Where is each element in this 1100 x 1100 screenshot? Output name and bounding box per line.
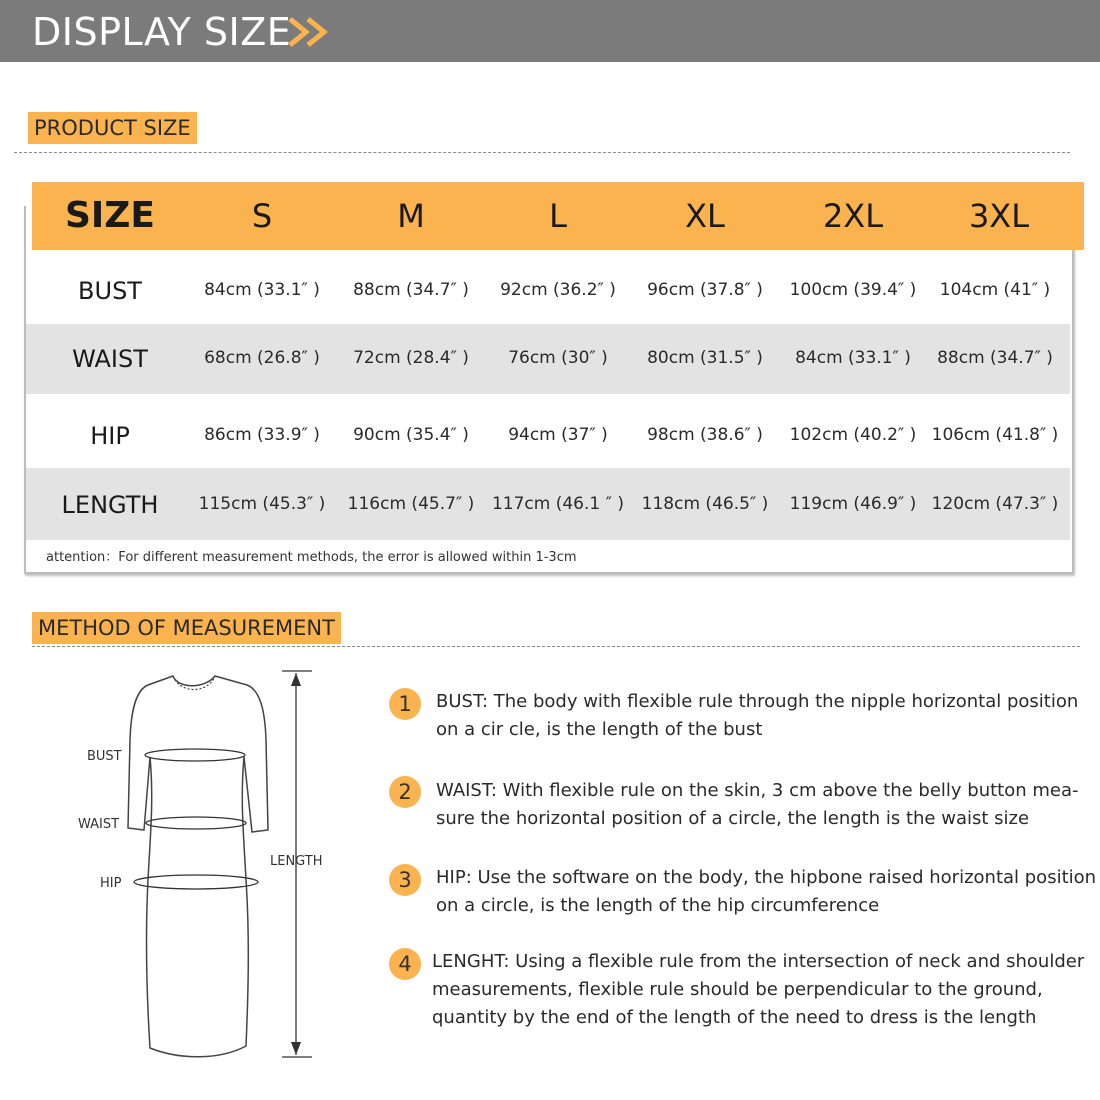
method-item-waist	[436, 777, 1079, 833]
figure-label-length: LENGTH	[270, 854, 323, 869]
table-cell: 94cm (37″ )	[508, 425, 608, 445]
dress-figure-illustration	[60, 660, 350, 1070]
method-label: METHOD OF MEASUREMENT	[32, 612, 341, 644]
table-row	[26, 396, 1070, 466]
method-item-line: quantity by the end of the length of the need to dress is the length	[432, 1007, 1037, 1028]
table-row	[26, 324, 1070, 394]
divider	[32, 646, 1080, 647]
table-cell: 88cm (34.7″ )	[353, 280, 469, 300]
method-item-hip	[436, 864, 1096, 920]
column-header-2xl: 2XL	[822, 197, 884, 235]
row-label: WAIST	[72, 345, 148, 373]
table-cell: 76cm (30″ )	[508, 348, 608, 368]
row-label: HIP	[90, 422, 130, 450]
method-item-line: on a circle, is the length of the hip circumference	[436, 895, 880, 916]
table-cell: 72cm (28.4″ )	[353, 348, 469, 368]
table-cell: 104cm (41″ )	[939, 280, 1051, 300]
method-item-line: WAIST: With flexible rule on the skin, 3 cm above the belly button mea-	[436, 780, 1079, 801]
table-cell: 92cm (36.2″ )	[500, 280, 616, 300]
method-item-line: measurements, flexible rule should be perpendicular to the ground,	[432, 979, 1043, 1000]
table-cell: 90cm (35.4″ )	[353, 425, 469, 445]
table-cell: 96cm (37.8″ )	[647, 280, 763, 300]
row-label: LENGTH	[61, 491, 159, 519]
table-cell: 120cm (47.3″ )	[931, 494, 1059, 514]
table-cell: 118cm (46.5″ )	[641, 494, 769, 514]
table-row	[26, 254, 1070, 322]
step-number-badge: 2	[389, 776, 421, 808]
column-header-xl: XL	[685, 197, 725, 235]
table-cell: 86cm (33.9″ )	[204, 425, 320, 445]
table-cell: 88cm (34.7″ )	[937, 348, 1053, 368]
divider	[14, 152, 1070, 153]
table-cell: 80cm (31.5″ )	[647, 348, 763, 368]
row-label: BUST	[78, 277, 142, 305]
step-number-badge: 3	[389, 864, 421, 896]
product-size-label: PRODUCT SIZE	[28, 112, 197, 144]
step-number-badge: 4	[389, 948, 421, 980]
table-cell: 98cm (38.6″ )	[647, 425, 763, 445]
method-item-line: BUST: The body with flexible rule through the nipple horizontal position	[436, 691, 1079, 712]
column-header-m: M	[397, 197, 425, 235]
table-cell: 119cm (46.9″ )	[789, 494, 917, 514]
table-cell: 106cm (41.8″ )	[931, 425, 1059, 445]
page-title: DISPLAY SIZE	[32, 10, 292, 54]
column-header-size: SIZE	[64, 195, 156, 236]
table-row	[26, 468, 1070, 540]
figure-label-hip: HIP	[100, 876, 122, 891]
column-header-3xl: 3XL	[968, 197, 1030, 235]
table-cell: 117cm (46.1 ″ )	[491, 494, 625, 514]
table-cell: 115cm (45.3″ )	[198, 494, 326, 514]
step-number-badge: 1	[389, 688, 421, 720]
table-cell: 84cm (33.1″ )	[795, 348, 911, 368]
method-item-line: sure the horizontal position of a circle, the length is the waist size	[436, 808, 1030, 829]
method-item-line: on a cir cle, is the length of the bust	[436, 719, 763, 740]
table-cell: 116cm (45.7″ )	[347, 494, 475, 514]
table-cell: 68cm (26.8″ )	[204, 348, 320, 368]
double-chevron-right-icon	[288, 16, 340, 48]
attention-note: attention：For different measurement methods, the error is allowed within 1-3cm	[46, 550, 577, 565]
figure-label-bust: BUST	[87, 749, 122, 764]
size-table-header	[32, 182, 1084, 250]
table-cell: 102cm (40.2″ )	[789, 425, 917, 445]
column-header-l: L	[549, 197, 567, 235]
figure-label-waist: WAIST	[78, 817, 120, 832]
header-bar	[0, 0, 1100, 62]
table-cell: 100cm (39.4″ )	[789, 280, 917, 300]
method-item-bust	[436, 688, 1078, 744]
method-item-length	[432, 948, 1084, 1032]
column-header-s: S	[251, 197, 273, 235]
method-item-line: LENGHT: Using a flexible rule from the intersection of neck and shoulder	[432, 951, 1085, 972]
table-cell: 84cm (33.1″ )	[204, 280, 320, 300]
method-item-line: HIP: Use the software on the body, the hipbone raised horizontal position	[436, 867, 1097, 888]
